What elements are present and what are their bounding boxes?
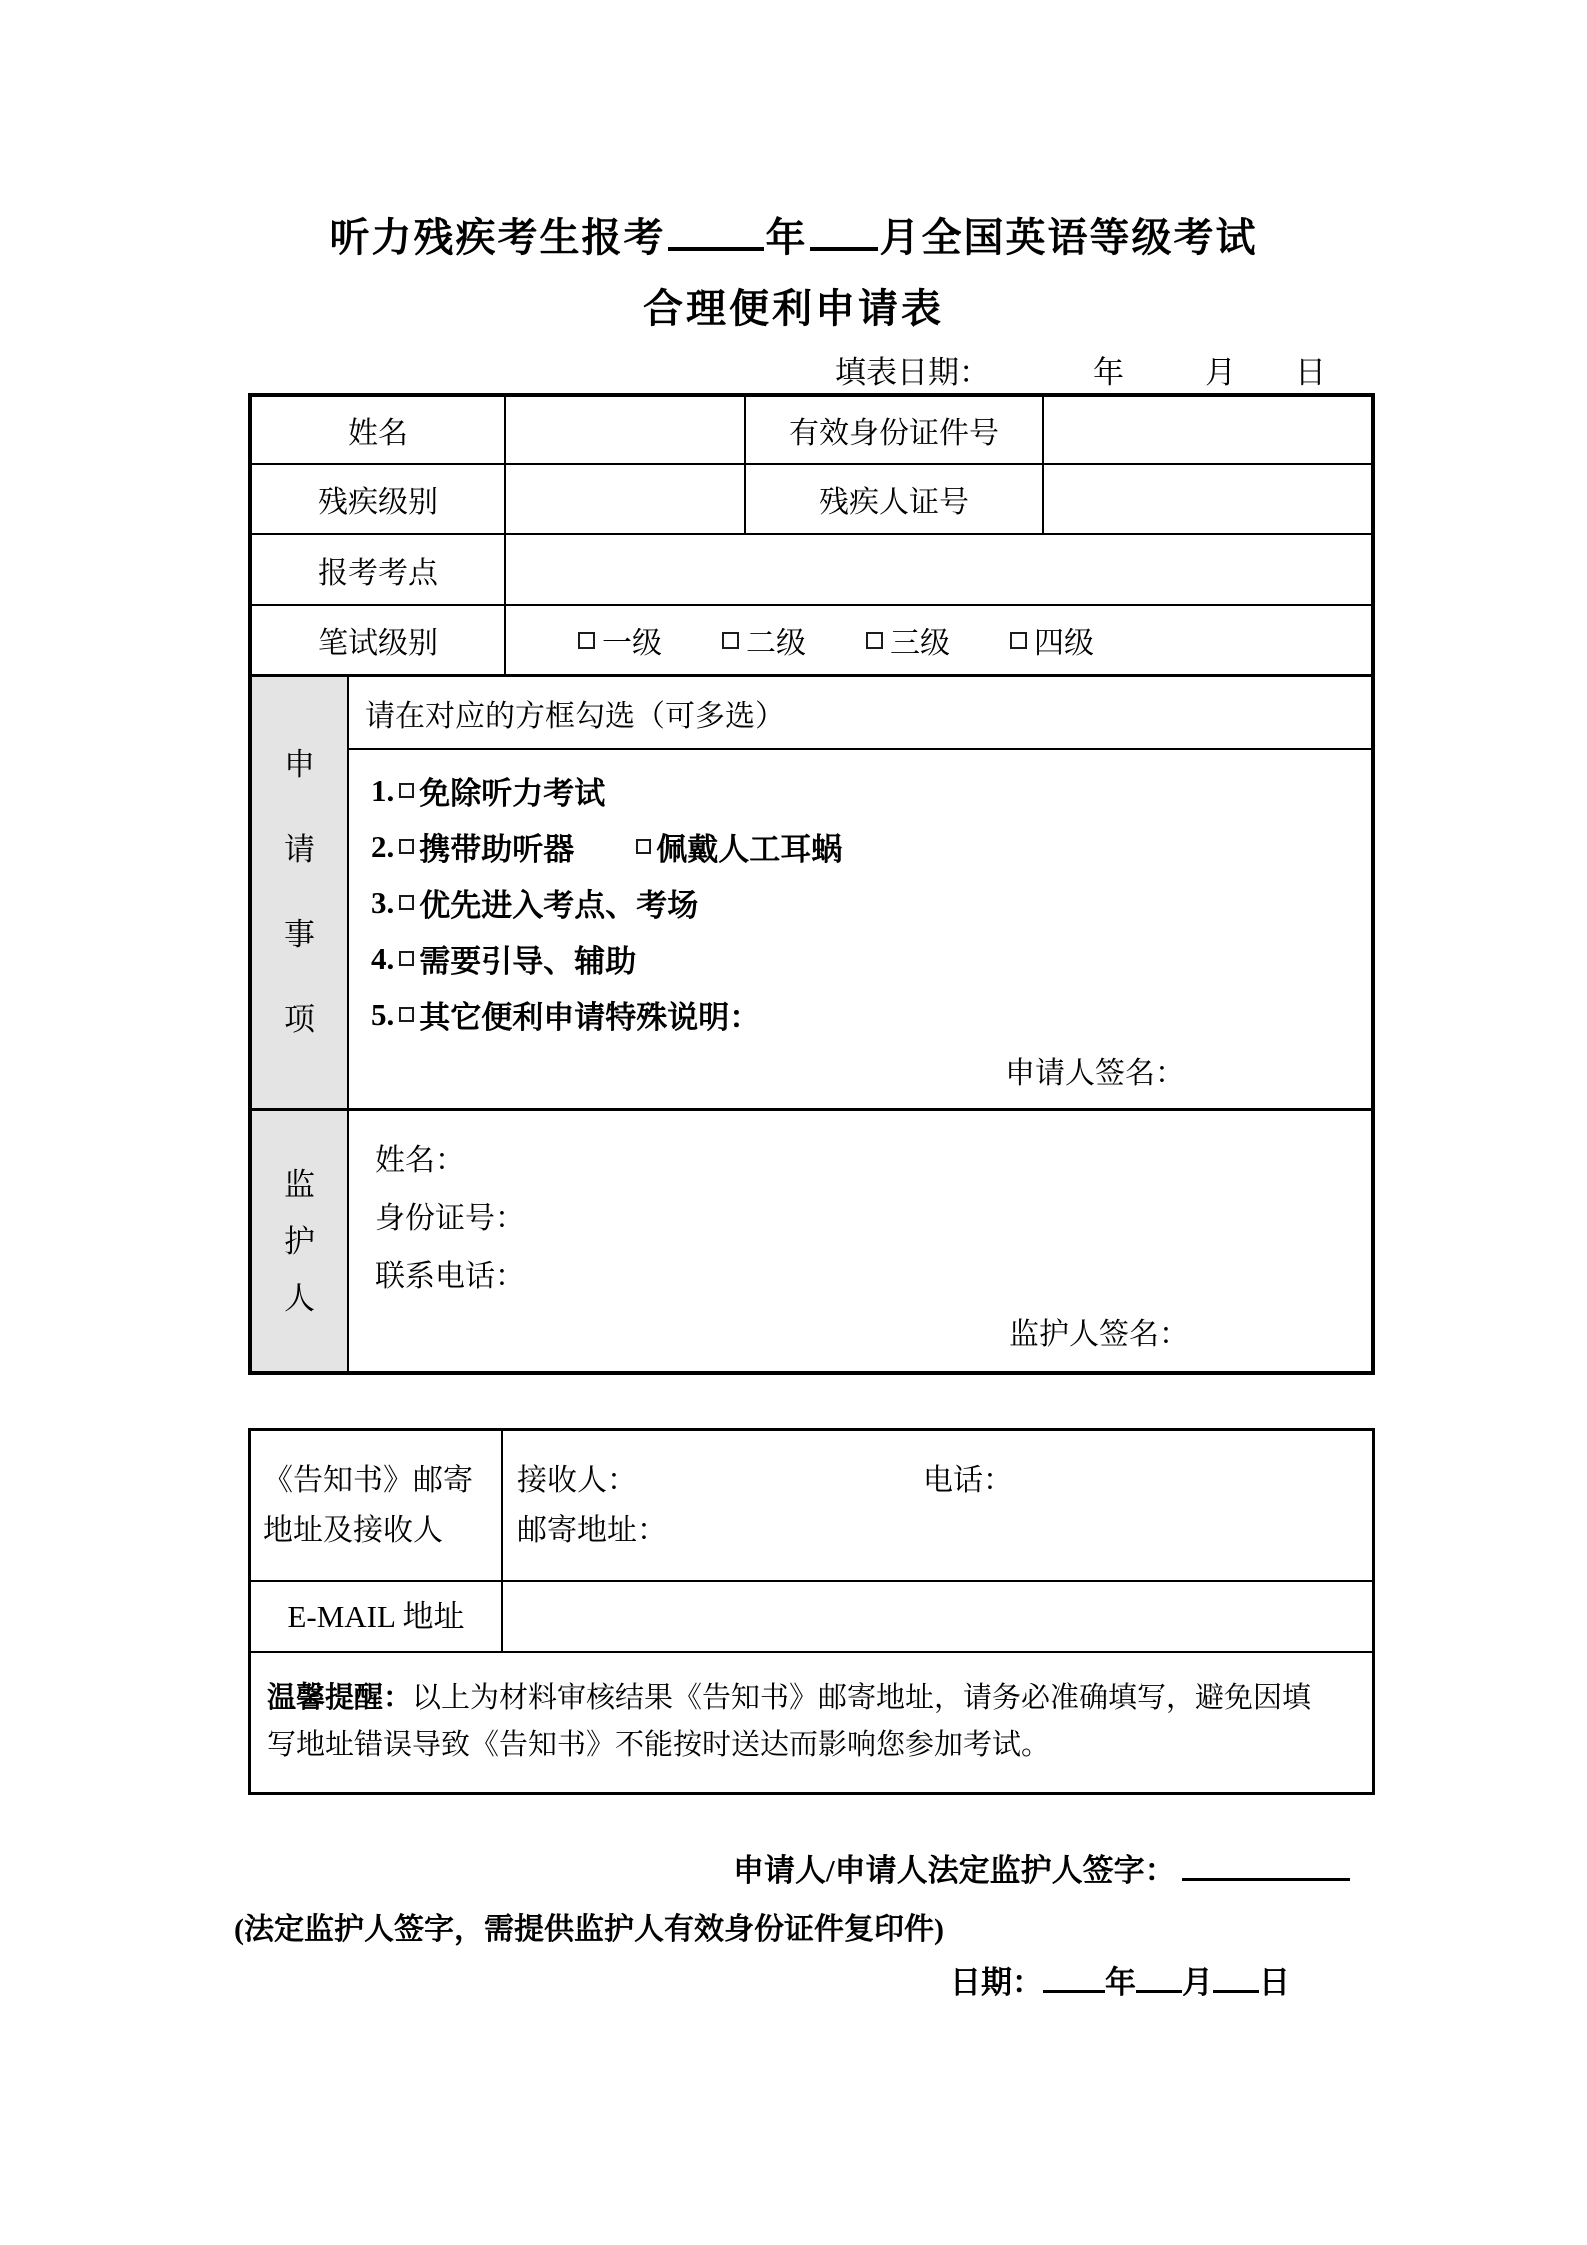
item-number: 1. [371, 772, 395, 808]
checkbox-level-1-icon[interactable] [578, 632, 595, 649]
title-year-blank[interactable] [668, 211, 764, 251]
test-site-label: 报考考点 [318, 556, 438, 590]
fill-date-day-unit: 日 [1295, 355, 1326, 390]
applicant-signature-label: 申请人签名： [1005, 1057, 1185, 1090]
notice-lead: 温馨提醒： [267, 1682, 413, 1714]
apply-side-char: 项 [284, 1002, 315, 1037]
checkbox-level-4-icon[interactable] [1010, 632, 1027, 649]
footer-signature-line [733, 1845, 1350, 1890]
checkbox-hearing-aid-icon[interactable] [399, 839, 414, 854]
name-input-cell[interactable] [504, 397, 744, 463]
footer-date-day-unit: 日 [1259, 1965, 1290, 2000]
notice-text [251, 1653, 1372, 1769]
guardian-phone-label: 联系电话： [375, 1260, 525, 1293]
footer-signature-blank[interactable] [1182, 1850, 1350, 1881]
disability-cert-input-cell[interactable] [1042, 465, 1371, 533]
item-label: 免除听力考试 [419, 776, 606, 811]
mail-table [248, 1428, 1375, 1795]
level-option-3[interactable] [866, 618, 950, 662]
form-title-line2: 合理便利申请表 [643, 286, 944, 331]
guardian-signature-label: 监护人签名： [1009, 1318, 1189, 1351]
apply-item-priority-entry [371, 880, 1371, 925]
checkbox-other-icon[interactable] [399, 1007, 414, 1022]
footer-date-line [950, 1957, 1290, 2002]
title-prefix: 听力残疾考生报考 [329, 215, 666, 260]
id-number-label: 有效身份证件号 [744, 397, 1042, 463]
apply-section-main [347, 677, 1371, 1108]
item-label: 优先进入考点、考场 [419, 888, 699, 923]
apply-item-exempt-listening [371, 768, 1371, 813]
apply-item-other [371, 992, 1371, 1037]
written-level-options [504, 606, 1371, 674]
table-row-disability [252, 463, 1371, 533]
main-table [248, 393, 1375, 1375]
phone-label: 电话： [923, 1464, 1013, 1497]
email-row [251, 1580, 1372, 1651]
apply-side-char: 申 [284, 747, 315, 782]
fill-date-label: 填表日期： [835, 355, 990, 390]
footer-date-year-unit: 年 [1105, 1965, 1136, 2000]
apply-items-list [349, 750, 1371, 1108]
apply-section-side-label [252, 677, 347, 1108]
level-3-label: 三级 [890, 627, 950, 660]
mail-address-recipient-label: 《告知书》邮寄地址及接收人 [251, 1431, 503, 1580]
apply-item-guide-assist [371, 936, 1371, 981]
footer-signature-label: 申请人/申请人法定监护人签字： [733, 1853, 1176, 1888]
written-level-label: 笔试级别 [318, 627, 438, 660]
apply-side-char: 请 [284, 832, 315, 867]
name-label: 姓名 [348, 417, 408, 450]
mailing-address-label: 邮寄地址： [517, 1514, 667, 1547]
item-number: 2. [371, 828, 395, 864]
item-label: 需要引导、辅助 [419, 944, 637, 979]
checkbox-level-3-icon[interactable] [866, 632, 883, 649]
disability-level-input-cell[interactable] [504, 465, 744, 533]
level-2-label: 二级 [746, 627, 806, 660]
guardian-section [252, 1108, 1371, 1371]
fill-date-month-unit: 月 [1205, 355, 1236, 390]
footer-date-label: 日期： [950, 1965, 1043, 2000]
item-label: 携带助听器 [419, 832, 575, 867]
apply-item-cochlear-implant [636, 824, 842, 869]
table-row-test-site [252, 533, 1371, 604]
guardian-side-char: 人 [284, 1280, 315, 1316]
guardian-section-main [347, 1111, 1371, 1371]
notice-row [251, 1651, 1372, 1792]
checkbox-exempt-listening-icon[interactable] [399, 783, 414, 798]
footer-date-month-unit: 月 [1182, 1965, 1213, 2000]
title-suffix: 月全国英语等级考试 [879, 215, 1258, 260]
fill-date-line [248, 347, 1375, 389]
footer-date-year-blank[interactable] [1043, 1962, 1105, 1993]
level-option-2[interactable] [722, 618, 806, 662]
checkbox-cochlear-implant-icon[interactable] [636, 839, 651, 854]
item-label: 其它便利申请特殊说明： [419, 1000, 761, 1035]
checkbox-guide-assist-icon[interactable] [399, 951, 414, 966]
apply-items-section [252, 674, 1371, 1108]
checkbox-level-2-icon[interactable] [722, 632, 739, 649]
guardian-side-char: 护 [284, 1223, 315, 1259]
table-row-written-level [252, 604, 1371, 674]
footer-date-month-blank[interactable] [1136, 1962, 1182, 1993]
apply-item-hearing-aid [371, 824, 1371, 869]
footer-guardian-note: (法定监护人签字，需提供监护人有效身份证件复印件) [234, 1913, 944, 1946]
disability-cert-label: 残疾人证号 [744, 465, 1042, 533]
checkbox-priority-entry-icon[interactable] [399, 895, 414, 910]
receiver-label: 接收人： [517, 1464, 637, 1497]
footer-date-day-blank[interactable] [1213, 1962, 1259, 1993]
level-4-label: 四级 [1034, 627, 1094, 660]
fill-date-year-unit: 年 [1093, 355, 1124, 390]
title-month-blank[interactable] [810, 211, 878, 251]
table-row-name [252, 397, 1371, 463]
apply-hint: 请在对应的方框勾选（可多选） [349, 677, 1371, 750]
disability-level-label: 残疾级别 [318, 486, 438, 519]
guardian-id-label: 身份证号： [375, 1202, 525, 1235]
guardian-section-side-label [252, 1111, 347, 1371]
mail-recipient-row [251, 1431, 1372, 1580]
test-site-input-cell[interactable] [504, 535, 1371, 604]
guardian-name-label: 姓名： [375, 1144, 465, 1177]
guardian-side-char: 监 [284, 1166, 315, 1202]
item-number: 3. [371, 884, 395, 920]
level-option-1[interactable] [578, 618, 662, 662]
title-year-unit: 年 [765, 215, 808, 260]
level-1-label: 一级 [602, 627, 662, 660]
notice-body: 以上为材料审核结果《告知书》邮寄地址，请务必准确填写，避免因填写地址错误导致《告知书》不能按时送达而影响您参加考试。 [267, 1682, 1312, 1761]
apply-side-char: 事 [284, 917, 315, 952]
email-label: E-MAIL 地址 [251, 1582, 503, 1651]
id-number-input-cell[interactable] [1042, 397, 1371, 463]
item-label: 佩戴人工耳蜗 [656, 832, 843, 867]
email-input-cell[interactable] [503, 1582, 1372, 1651]
level-option-4[interactable] [1010, 618, 1094, 662]
form-title-line1 [0, 206, 1587, 263]
item-number: 4. [371, 940, 395, 976]
mail-recipient-content[interactable] [503, 1431, 1372, 1580]
item-number: 5. [371, 996, 395, 1032]
